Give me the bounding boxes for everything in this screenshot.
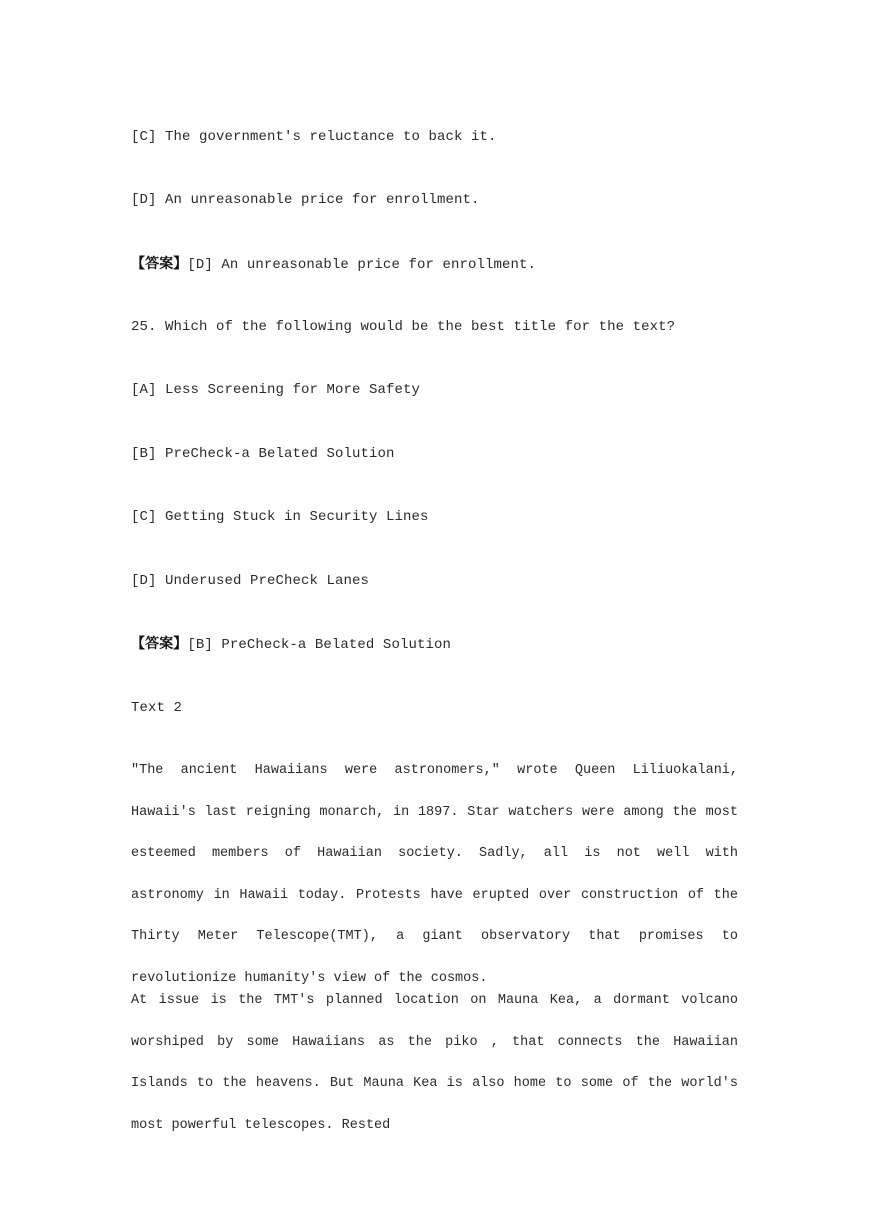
q25-answer (131, 634, 741, 655)
section-heading: Text 2 (131, 700, 183, 716)
q25-option-a: [A] Less Screening for More Safety (131, 382, 421, 398)
answer-label: 【答案】 (131, 636, 188, 652)
text2-paragraph-2: At issue is the TMT's planned location on Mauna Kea, a dormant volcano worshiped by some Hawaiians as the piko , that connects the Hawaiian Islands to the heavens. But Mauna Kea is also home to some of the world's most powerful telescopes. Rested (131, 993, 738, 1133)
q24-option-d: [D] An unreasonable price for enrollment. (131, 192, 480, 208)
q25-option-b: [B] PreCheck-a Belated Solution (131, 446, 395, 462)
q25-question: 25. Which of the following would be the best title for the text? (131, 319, 676, 335)
q24-option-c: [C] The government's reluctance to back it. (131, 129, 497, 145)
q25-option-d: [D] Underused PreCheck Lanes (131, 573, 370, 589)
q24-answer-text: [D] An unreasonable price for enrollment. (187, 257, 536, 273)
q25-option-c: [C] Getting Stuck in Security Lines (131, 509, 429, 525)
answer-label: 【答案】 (131, 256, 188, 272)
q24-answer (131, 254, 741, 275)
text2-paragraph-1: "The ancient Hawaiians were astronomers," wrote Queen Liliuokalani, Hawaii's last reigning monarch, in 1897. Star watchers were among the most esteemed members of Hawaiian society. Sadly, all is not well with astronomy in Hawaii today. Protests have erupted over construction of the Thirty Meter Telescope(TMT), a giant observatory that promises to revolutionize humanity's view of the cosmos. (131, 763, 738, 986)
q25-answer-text: [B] PreCheck-a Belated Solution (187, 637, 451, 653)
